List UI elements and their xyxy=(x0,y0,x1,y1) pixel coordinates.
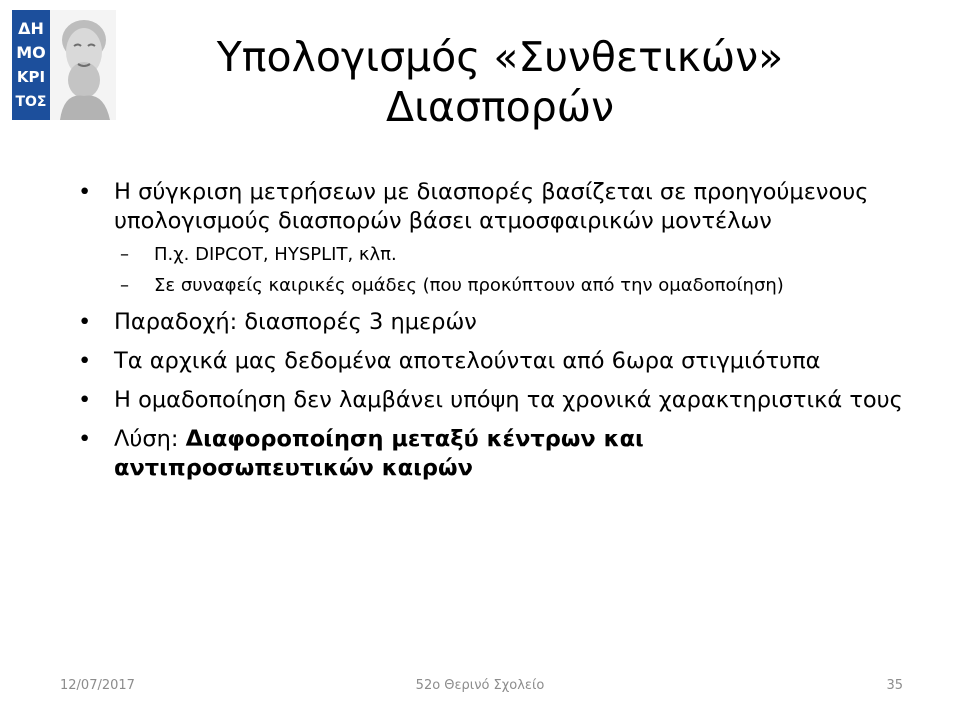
footer-date: 12/07/2017 xyxy=(60,678,135,693)
bust-icon xyxy=(50,10,116,120)
logo-letters-4: ΤΟΣ xyxy=(15,94,47,110)
bullet-clustering xyxy=(70,386,910,415)
logo-letters-3: ΚΡΙ xyxy=(16,68,46,86)
bullet-initial-data xyxy=(70,347,910,376)
sub-bullet-models: – Π.χ. DIPCOT, HYSPLIT, κλπ. xyxy=(114,242,910,267)
bullet-text: Η σύγκριση μετρήσεων με διασπορές βασίζεται σε προηγούμενους υπολογισμούς διασπορών βάσει ατμοσφαιρικών μοντέλων xyxy=(114,179,869,234)
logo-graphic xyxy=(12,10,116,120)
logo-letters-1: ΔΗ xyxy=(18,19,44,38)
title-line-2: Διασπορών xyxy=(386,83,614,131)
bullet-prefix: Λύση: xyxy=(114,426,186,452)
bullet-text: Παραδοχή: διασπορές 3 ημερών xyxy=(114,309,477,335)
bullet-text: Η ομαδοποίηση δεν λαμβάνει υπόψη τα χρονικά χαρακτηριστικά τους xyxy=(114,387,903,413)
title-line-1: Υπολογισμός «Συνθετικών» xyxy=(216,33,784,81)
bullet-bold-text: Διαφοροποίηση μεταξύ κέντρων και αντιπροσωπευτικών καιρών xyxy=(114,426,644,481)
institute-logo xyxy=(12,10,116,120)
bullet-text: Τα αρχικά μας δεδομένα αποτελούνται από 6ωρα στιγμιότυπα xyxy=(114,348,821,374)
bullet-list xyxy=(70,178,910,493)
sub-bullet-list xyxy=(114,242,910,298)
bullet-solution xyxy=(70,425,910,483)
page-number: 35 xyxy=(886,678,903,693)
bullet-assumption xyxy=(70,308,910,337)
sub-bullet-weather-groups: – Σε συναφείς καιρικές ομάδες (που προκύπτουν από την ομαδοποίηση) xyxy=(114,273,910,298)
slide-title xyxy=(120,32,880,132)
footer-school-name: 52ο Θερινό Σχολείο xyxy=(415,678,545,693)
logo-letters-2: ΜΟ xyxy=(16,43,46,62)
bullet-comparison xyxy=(70,178,910,298)
